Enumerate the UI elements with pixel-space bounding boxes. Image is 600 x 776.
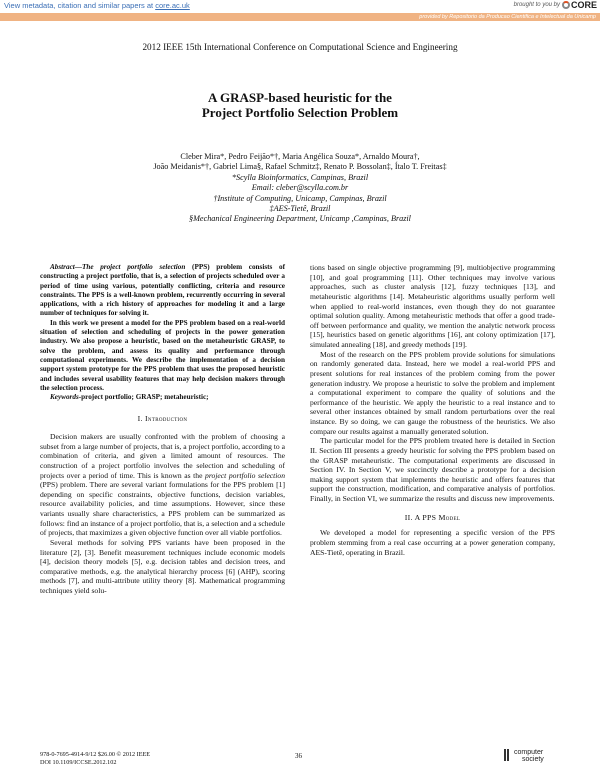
author-line-1: Cleber Mira*, Pedro Feijão*†, Maria Angélica Souza*, Arnaldo Moura†, — [180, 152, 420, 161]
keywords-text: -project portfolio; GRASP; metaheuristic; — [78, 393, 209, 402]
abstract-paragraph-1 — [40, 263, 285, 319]
affiliation-2: †Institute of Computing, Unicamp, Campinas, Brazil — [213, 193, 387, 203]
intro-text-1a: Decision makers are usually confronted with the problem of choosing a subset from a large number of projects, that is, a project portfolio, according to a combination of criteria, and given a limited amount of resources. The construction of a project portfolio involves the selection and scheduling of projects over a period of time. This is known as the — [40, 432, 285, 480]
section-heading-pps-model: II. A PPS Model — [404, 512, 461, 522]
affiliation-4: §Mechanical Engineering Department, Unicamp ,Campinas, Brazil — [189, 214, 411, 224]
core-logo-label: CORE — [570, 0, 597, 10]
footer-info — [40, 751, 150, 767]
right-column — [310, 263, 555, 557]
abstract-lead: Abstract— — [50, 263, 82, 271]
view-metadata-link[interactable] — [4, 1, 190, 10]
left-column — [40, 263, 285, 596]
cs-logo-line-2: society — [522, 756, 544, 763]
intro-paragraph-1 — [40, 432, 285, 538]
provider-bar — [0, 13, 600, 21]
abstract-text-1: (PPS) problem consists of constructing a project portfolio, that is, a selection of projects scheduled over a period of time using various, potentially conflicting, criteria and resource constraints. The PPS is a well-known problem, recurrently occurring in several applications, with a rich history of approaches for modeling it and a large number of techniques for solving it. — [40, 263, 285, 318]
conference-header: 2012 IEEE 15th International Conference on Computational Science and Engineering — [142, 42, 458, 52]
keywords-label: Keywords — [50, 393, 79, 402]
footer-doi: DOI 10.1109/ICCSE.2012.102 — [40, 759, 117, 766]
affiliation-3: ‡AES-Tietê, Brazil — [269, 204, 331, 214]
intro-paragraph-2: Several methods for solving PPS variants have been proposed in the literature [2], [3]. Benefit measurement techniques include economic models [4], decision theory models [5], e.g. decision tables and decision trees, and comparative methods, e.g. the analytical hierarchy process [6] (AHP), scoring methods [7], and multi-attribute utility theory [8]. Mathematical programming techniques yield solu- — [40, 537, 285, 596]
core-top-bar — [0, 0, 600, 11]
right-paragraph-4: We developed a model for representing a specific version of the PPS problem stemming from a real case occurring at a power generation company, AES-Tietê, operating in Brazil. — [310, 528, 555, 557]
section-heading-introduction: I. Introduction — [137, 414, 188, 424]
keywords — [40, 393, 285, 402]
computer-society-logo — [504, 749, 544, 764]
core-logo[interactable] — [562, 0, 597, 10]
paper-title — [0, 90, 600, 120]
right-paragraph-3: The particular model for the PPS problem treated here is detailed in Section II. Section III presents a greedy heuristic for solving the PPS problem based on the GRASP metaheuristic. The computational experiments are discussed in Section IV. In Section V, we succinctly describe a prototype for a decision making support system that implements the heuristic and offers features that support the construction, modification, and comparative analysis of portfolios. Finally, in Section VI, we summarize the results and discuss new improvements. — [310, 436, 555, 503]
core-site-link[interactable]: core.ac.uk — [155, 1, 190, 10]
footer-isbn: 978-0-7695-4914-9/12 $26.00 © 2012 IEEE — [40, 751, 151, 758]
abstract — [40, 263, 285, 393]
abstract-italic-term: The project portfolio selection — [81, 263, 186, 271]
intro-italic-term: project portfolio selection — [205, 470, 285, 480]
cs-logo-line-1: computer — [514, 749, 544, 756]
title-line-1: A GRASP-based heuristic for the — [208, 90, 392, 105]
core-logo-icon — [562, 1, 570, 9]
computer-society-icon — [504, 749, 512, 764]
author-block — [0, 152, 600, 225]
view-link-prefix: View metadata, citation and similar papers at — [4, 1, 156, 10]
right-paragraph-2: Most of the research on the PPS problem provide solutions for simulations on randomly generated data. Instead, here we model a real-world PPS and present solutions for real instances of the problem coming from the power generation industry. We propose a heuristic to solve the problem and implement a computational experiment to compare the quality of solutions and the performance of the heuristic. We apply the heuristic to a real instance and to several other instances obtained by small random perturbations over the real instance. By so doing, we can gauge the robustness of the heuristics. We also compare our results against a manually generated solution. — [310, 349, 555, 436]
title-line-2: Project Portfolio Selection Problem — [201, 105, 399, 120]
intro-text-1b: (PPS) problem. There are several variant formulations for the PPS problem [1] depending on specific constraints, objective functions, decision variables, resource availability policies, and time assumptions. However, since these variants usually share characteristics, a PPS problem can be summarized as follows: find an instance of a project portfolio, that is, a selection and a schedule of projects, that maximizes a given objective function over all viable portfolios. — [40, 480, 285, 538]
author-line-2: João Meidanis*†, Gabriel Lima§, Rafael Schmitz‡, Renato P. Bossolan‡, Ítalo T. Freitas‡ — [153, 162, 447, 172]
brought-to-you-text: brought to you by — [513, 2, 560, 8]
provider-text[interactable]: provided by Repositorio da Producao Cientifica e Intelectual da Unicamp — [419, 14, 596, 20]
right-paragraph-1: tions based on single objective programming [9], multiobjective programming [10], and goal programming [11]. Other techniques may involve various approaches, such as cluster analysis [12], fuzzy techniques [13], and metaheuristic algorithms [14]. Metaheuristic algorithms usually perform well when applied to real-world instances, even though they do not guarantee optimal solution quality. Among metaheuristic methods that offer a good trade-off between performance and quality, we mention the analytic network process [15], heuristics based on genetic algorithms [16], ant colony optimization [17], simulated annealing [18], and greedy methods [19]. — [310, 263, 555, 349]
page-number: 36 — [295, 752, 302, 760]
author-email: Email: cleber@scylla.com.br — [251, 183, 349, 193]
affiliation-1: *Scylla Bioinformatics, Campinas, Brazil — [231, 172, 369, 182]
abstract-paragraph-2: In this work we present a model for the PPS problem based on a real-world situation of selection and scheduling of projects in the power generation industry. We also propose a heuristic, based on the metaheuristic GRASP, to solve the problem, and assess its quality and performance through computational experiments. We describe the implementation of a decision support system prototype for the PPS problem that uses the proposed heuristic and includes several usability features that may help decision makers through the selection process. — [40, 318, 285, 392]
